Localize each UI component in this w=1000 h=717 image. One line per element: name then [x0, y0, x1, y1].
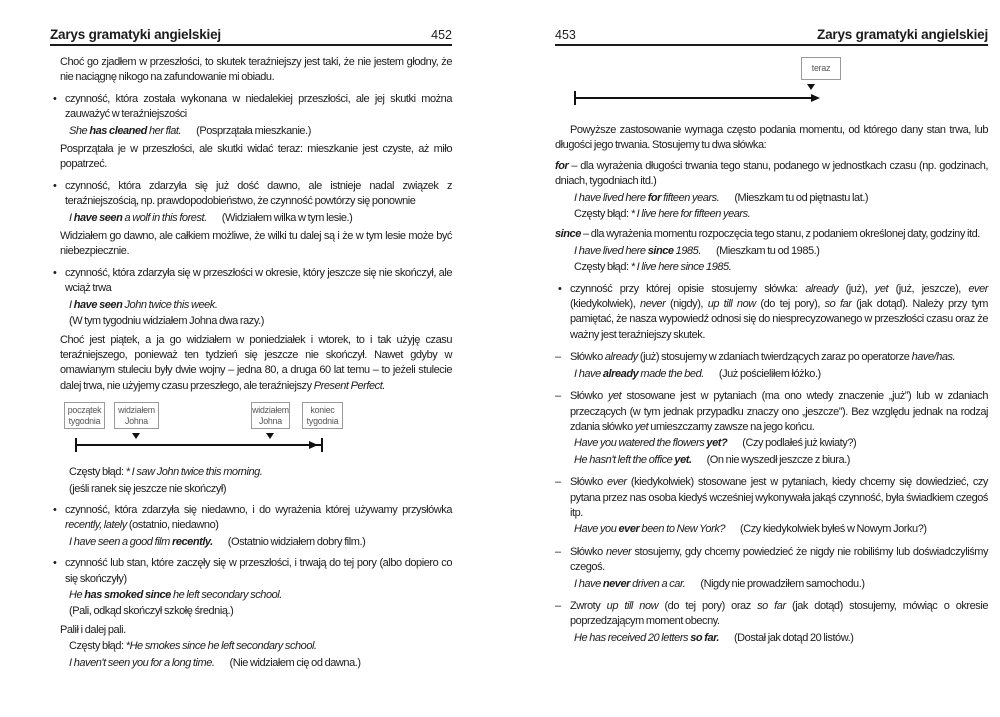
paragraph [60, 333, 452, 395]
timeline-axis [75, 444, 323, 446]
example-line [574, 244, 988, 259]
text-segment: made the bed. [638, 367, 704, 380]
dash-item [555, 350, 988, 365]
text-segment: recently. [172, 535, 213, 548]
text-segment: Częsty błąd: [69, 640, 126, 653]
example-line [69, 124, 452, 139]
text-segment: yet [874, 282, 896, 295]
example-line [69, 298, 452, 313]
text-segment: (kiedykolwiek), [570, 298, 641, 311]
text-segment: (Dostał jak dotąd 20 listów.) [733, 631, 854, 644]
text-segment: I haven't seen you for a long time. [69, 656, 215, 669]
example-line [69, 465, 452, 480]
timeline-start-tick [75, 438, 77, 452]
timeline-label-box-saw-john-1 [114, 402, 159, 429]
text-segment: * I live here since 1985. [630, 261, 732, 274]
page-header-left [50, 27, 452, 46]
text-segment: I have seen a good film [69, 535, 172, 548]
text-segment: yet? [706, 437, 728, 450]
text-segment: (Mieszkam tu od piętnastu lat.) [734, 191, 869, 204]
text-segment: never [640, 298, 670, 311]
text-segment: I have lived here [574, 191, 648, 204]
text-segment: been to New York? [639, 523, 726, 536]
text-segment: Częsty błąd: [574, 261, 631, 274]
text-segment: have seen [73, 298, 123, 311]
text-segment: I have lived here [574, 244, 648, 257]
example-line [69, 656, 452, 671]
text-segment: already [604, 351, 640, 364]
page-number-right: 453 [555, 28, 576, 42]
text-segment: ever [968, 282, 988, 295]
text-segment: (do tej pory), [760, 298, 825, 311]
box-label-line: Johna [259, 415, 282, 426]
dash-item [555, 389, 988, 435]
text-segment: (Mieszkam tu od 1985.) [715, 244, 820, 257]
text-segment: Have you [574, 523, 619, 536]
dash-item [555, 599, 988, 630]
text-segment: (już, jeszcze), [895, 282, 969, 295]
text-segment: up till now [606, 599, 665, 612]
text-segment: stosowane jest w pytaniach (ma ono wtedy znaczenie „już”) lub w zdaniach przeczących (w tym jednak przypadku znaczy ono „jeszcze”). Bez względu jednak na rodzaj zdania słówko [570, 390, 989, 433]
timeline-axis [574, 97, 813, 99]
text-segment: (Czy kiedykolwiek byłeś w Nowym Jorku?) [740, 523, 927, 536]
text-segment: has cleaned [89, 124, 147, 137]
text-segment: *He smokes since he left secondary school. [125, 640, 317, 653]
example-line [69, 314, 452, 329]
text-segment: Palił i dalej pali. [60, 623, 126, 636]
text-segment: a wolf in this forest. [122, 211, 207, 224]
page-content-right [555, 55, 988, 646]
text-segment: (jak dotąd). Należy przy tym pamiętać, że nasza wypowiedź odnosi się do niesprecyzowanego w przeszłości czasu oraz że ważny jest teraźniejszy skutek. [570, 298, 988, 341]
text-segment: Zwroty [570, 599, 607, 612]
text-segment: * I live here for fifteen years. [630, 208, 751, 221]
text-segment: Have you watered the flowers [574, 437, 707, 450]
dash-item [555, 475, 988, 521]
paragraph [60, 623, 452, 638]
text-segment: (Czy podlałeś już kwiaty?) [742, 437, 857, 450]
text-segment: have/has. [911, 351, 956, 364]
bullet-item [50, 266, 452, 297]
example-line [69, 604, 452, 619]
page-452 [50, 27, 452, 671]
text-segment: (jak dotąd) stosujemy, mówiąc o okresie poprzedzającym moment obecny. [570, 599, 989, 628]
text-segment: (jeśli ranek się jeszcze nie skończył) [69, 482, 227, 495]
example-line [574, 631, 988, 646]
text-segment: Słówko [570, 545, 606, 558]
text-segment: he left secondary school. [170, 588, 282, 601]
text-segment: He [69, 588, 85, 601]
text-segment: her flat. [146, 124, 182, 137]
example-line [574, 453, 988, 468]
box-label-line: Johna [125, 415, 148, 426]
text-segment: (do tej pory) oraz [664, 599, 758, 612]
text-segment: Słówko [570, 476, 608, 489]
down-arrow-marker-icon [266, 433, 274, 439]
text-segment: Słówko [570, 390, 608, 403]
example-line [574, 191, 988, 206]
text-segment: for [647, 191, 662, 204]
text-segment: I [69, 298, 74, 311]
timeline-start-tick [574, 91, 576, 105]
text-segment: Częsty błąd: [69, 466, 126, 479]
text-segment: yet [607, 390, 627, 403]
text-segment: Choć go zjadłem w przeszłości, to skutek teraźniejszy jest taki, że nie jestem głodny, że nie naciągnę nikogo na zafundowanie mi obiadu. [60, 56, 452, 84]
text-segment: (nigdy), [669, 298, 708, 311]
text-segment: yet. [674, 453, 692, 466]
text-segment: 1985. [673, 244, 701, 257]
text-segment: czynność lub stan, które zaczęły się w przeszłości, i trwają do tej pory (albo dopiero co się skończyły) [65, 557, 452, 585]
timeline-label-box-week-end [302, 402, 343, 429]
text-segment: John twice this week. [122, 298, 218, 311]
timeline-label-box-week-start [64, 402, 105, 429]
text-segment: I have [574, 367, 603, 380]
bullet-item [50, 179, 452, 210]
example-line [574, 367, 988, 382]
running-title-left: Zarys gramatyki angielskiej [50, 27, 221, 42]
paragraph [555, 159, 988, 190]
timeline-label-box-now [801, 57, 841, 80]
text-segment: (już) stosujemy w zdaniach twierdzących zaraz po operatorze [639, 351, 912, 364]
text-segment: – dla wyrażenia momentu rozpoczęcia tego stanu, z podaniem określonej daty, godziny itd. [580, 228, 980, 241]
box-label-line: tygodnia [306, 415, 339, 426]
box-label-line: tygodnia [68, 415, 101, 426]
timeline-diagram-week [50, 402, 452, 460]
box-label-line: początek [67, 405, 102, 416]
text-segment: so far. [690, 631, 719, 644]
text-segment: ever [618, 523, 640, 536]
right-arrowhead-icon [811, 94, 820, 102]
text-segment: Posprzątała je w przeszłości, ale skutki widać teraz: mieszkanie jest czyste, aż miło popatrzeć. [60, 143, 452, 171]
text-segment: (Widziałem wilka w tym lesie.) [221, 211, 353, 224]
example-line [574, 436, 988, 451]
timeline-diagram-now [555, 55, 988, 113]
example-line [69, 535, 452, 550]
text-segment: (W tym tygodniu widziałem Johna dwa razy.) [69, 315, 264, 328]
bullet-item [50, 503, 452, 534]
example-line [69, 588, 452, 603]
text-segment: He has received 20 letters [574, 631, 691, 644]
timeline-end-tick [321, 438, 323, 452]
box-label-line: koniec [310, 405, 335, 416]
bullet-item [50, 92, 452, 123]
bullet-item [555, 282, 988, 344]
text-segment: Choć jest piątek, a ja go widziałem w poniedziałek i wtorek, to i tak użyję czasu teraźniejszego, ponieważ ten tydzień się jeszcze nie skończył. Nawet gdyby w omawianym stuleciu były dwie wojny – jedna 80, a druga 60 lat temu – to jeżeli stulecie dalej trwa, nie użyjemy czasu przeszłego, ale teraźniejszy [60, 333, 452, 392]
paragraph [60, 229, 452, 260]
example-line [574, 207, 988, 222]
text-segment: has smoked since [84, 588, 171, 601]
running-title-right: Zarys gramatyki angielskiej [817, 27, 988, 42]
text-segment: czynność, która zdarzyła się w przeszłości w okresie, który jeszcze się nie skończył, ale wciąż trwa [65, 266, 452, 295]
paragraph [555, 123, 988, 154]
text-segment: – dla wyrażenia długości trwania tego stanu, podanego w jednostkach czasu (np. godzinach, dniach, tygodniach itd.) [555, 159, 988, 188]
text-segment: (Nie widziałem cię od dawna.) [229, 656, 361, 669]
page-453 [555, 27, 988, 646]
text-segment: (Pali, odkąd skończył szkołę średnią.) [69, 605, 234, 618]
example-line [69, 639, 452, 654]
text-segment: (Posprzątała mieszkanie.) [196, 124, 311, 137]
example-line [574, 522, 988, 537]
text-segment: czynność przy której opisie stosujemy słówka: [570, 282, 806, 295]
text-segment: He hasn't left the office [574, 453, 675, 466]
text-segment: (On nie wyszedł jeszcze z biura.) [706, 453, 851, 466]
text-segment: I [69, 211, 74, 224]
text-segment: czynność, która została wykonana w niedalekiej przeszłości, ale jej skutki można zauważyć w teraźniejszości [65, 92, 452, 121]
text-segment: fifteen years. [661, 191, 720, 204]
box-label-line: teraz [811, 63, 831, 73]
text-segment: so far [824, 298, 857, 311]
text-segment: for [555, 159, 569, 172]
text-segment: stosujemy, gdy chcemy powiedzieć że nigdy nie robiliśmy lub doświadczyliśmy czegoś. [570, 545, 989, 574]
text-segment: * I saw John twice this morning. [125, 466, 263, 479]
text-segment: I have [574, 577, 603, 590]
text-segment: up till now [707, 298, 761, 311]
bullet-item [50, 556, 452, 587]
text-segment: never [602, 577, 630, 590]
text-segment: ever [607, 476, 631, 489]
text-segment: (już), [845, 282, 875, 295]
down-arrow-marker-icon [132, 433, 140, 439]
paragraph [60, 55, 452, 86]
box-label-line: widziałem [118, 405, 155, 416]
box-label-line: widziałem [252, 405, 289, 416]
text-segment: so far [757, 599, 793, 612]
text-segment: (kiedykolwiek) stosowane jest w pytaniach, kiedy chcemy się dowiedzieć, czy pytana przez nas osoba kiedyś wcześniej wykonywała jakąś czynność, była świadkiem czegoś itp. [570, 476, 988, 519]
text-segment: recently, lately [65, 519, 129, 532]
text-segment: czynność, która zdarzyła się niedawno, i do wyrażenia której używamy przysłówka [65, 503, 452, 516]
text-segment: since [647, 244, 674, 257]
text-segment: umieszczamy zawsze na jego końcu. [650, 420, 815, 433]
timeline-label-box-saw-john-2 [251, 402, 290, 429]
text-segment: already [602, 367, 639, 380]
paragraph [555, 227, 988, 242]
example-line [574, 577, 988, 592]
text-segment: (Już pościeliłem łóżko.) [718, 367, 821, 380]
dash-item [555, 545, 988, 576]
text-segment: (Nigdy nie prowadziłem samochodu.) [700, 577, 865, 590]
text-segment: Widziałem go dawno, ale całkiem możliwe, że wilki tu dalej są i że w tym lesie może być niebezpiecznie. [60, 230, 452, 258]
text-segment: Słówko [570, 351, 605, 364]
paragraph [60, 142, 452, 173]
right-arrowhead-icon [309, 441, 318, 449]
page-header-right [555, 27, 988, 46]
text-segment: Present Perfect. [313, 379, 385, 392]
text-segment: (Ostatnio widziałem dobry film.) [227, 535, 366, 548]
example-line [69, 482, 452, 497]
text-segment: since [555, 228, 581, 241]
example-line [69, 211, 452, 226]
text-segment: czynność, która zdarzyła się już dość dawno, ale istnieje nadal związek z teraźniejszością, np. prawdopodobieństwo, że czynność powtórzy się ponownie [65, 179, 452, 208]
text-segment: never [605, 545, 635, 558]
text-segment: Powyższe zastosowanie wymaga często podania momentu, od którego dany stan trwa, lub długości jego trwania. Stosujemy tu dwa słówka: [555, 124, 988, 152]
text-segment: (ostatnio, niedawno) [128, 519, 219, 532]
page-number-left: 452 [431, 28, 452, 42]
down-arrow-marker-icon [807, 84, 815, 90]
text-segment: yet [634, 420, 651, 433]
text-segment: She [69, 124, 90, 137]
text-segment: already [805, 282, 846, 295]
text-segment: driven a car. [629, 577, 686, 590]
page-content-left [50, 55, 452, 671]
text-segment: Częsty błąd: [574, 208, 631, 221]
example-line [574, 260, 988, 275]
text-segment: have seen [73, 211, 123, 224]
